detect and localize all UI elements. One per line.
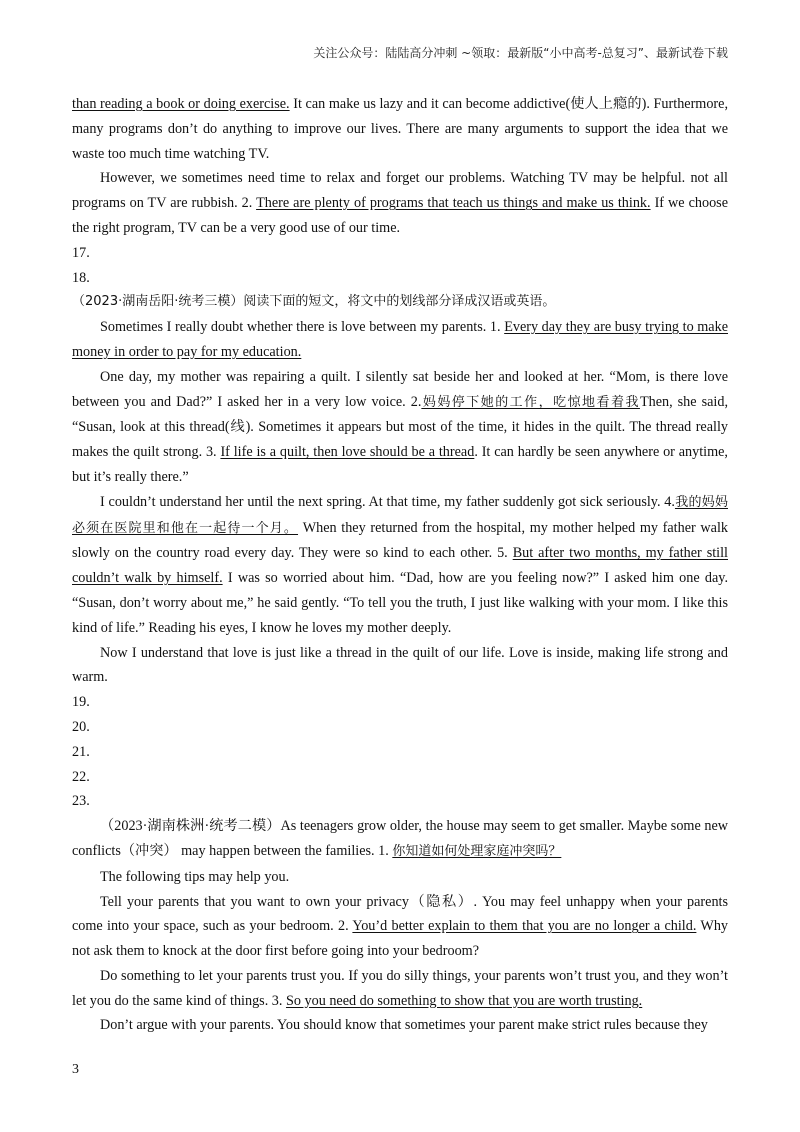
paragraph-text: . It can hardly be seen anywhere or anytime, but it’s really there.”	[72, 444, 728, 485]
passage2-paragraph1	[72, 315, 728, 365]
paragraph-text: One day, my mother was repairing a quilt. I silently sat beside her and looked at her. “Mom, is there love between you and Dad?” I asked her in a very low voice. 2.	[72, 368, 728, 410]
passage3-paragraph1	[72, 814, 728, 865]
paragraph-text: Do something to let your parents trust you. If you do silly things, your parents won’t trust you, and they won’t let you do the same kind of things. 3.	[72, 967, 728, 1009]
paragraph-text: It can make us lazy and it can become addictive(使人上瘾的). Furthermore, many programs don’t do anything to improve our lives. There are many arguments to support the idea that we waste too much time watching TV.	[72, 96, 729, 162]
underlined-sentence: There are plenty of programs that teach us things and make us think.	[256, 195, 651, 212]
passage2-paragraph2	[72, 365, 728, 490]
answer-blank-22: 22.	[72, 768, 90, 785]
passage3-paragraph2: The following tips may help you.	[100, 868, 290, 885]
paragraph-text: （2023·湖南株洲·统考二模）As teenagers grow older, the house may seem to get smaller. Maybe some new conflicts（冲突） may happen between the families. 1.	[72, 818, 728, 859]
passage3-paragraph5: Don’t argue with your parents. You should know that sometimes your parent make strict rules because they	[100, 1017, 708, 1034]
paragraph-text: I was so worried about him. “Dad, how are you feeling now?” I asked him one day. “Susan, don’t worry about me,” he said gently. “To tell you the truth, I just like walking with your mom. I like this kind of life.” Reading his eyes, I know he loves my mother deeply.	[72, 570, 728, 636]
underlined-sentence: If life is a quilt, then love should be a thread	[220, 444, 475, 461]
underlined-sentence: Every day they are busy trying to make money in order to pay for my education.	[72, 319, 728, 360]
underlined-sentence: than reading a book or doing exercise.	[72, 96, 290, 112]
underlined-sentence: So you need do something to show that you are worth trusting.	[285, 992, 643, 1009]
page-number: 3	[72, 1062, 79, 1077]
underlined-sentence: 妈妈停下她的工作，吃惊地看着我	[421, 394, 640, 410]
paragraph-text: However, we sometimes need time to relax and forget our problems. Watching TV may be helpful. not all programs on TV are rubbish. 2.	[72, 170, 728, 212]
paragraph-text: Why not ask them to knock at the door first before going into your bedroom?	[72, 918, 729, 960]
passage2-paragraph3	[72, 490, 728, 641]
paragraph-text: If we choose the right program, TV can be a very good use of our time.	[72, 195, 728, 236]
passage1-paragraph1	[72, 92, 728, 166]
passage1-paragraph2	[72, 166, 728, 240]
underlined-sentence: But after two months, my father still couldn’t walk by himself.	[72, 545, 728, 587]
paragraph-text: Tell your parents that you want to own your privacy（隐私）. You may feel unhappy when your parents come into your space, such as your bedroom. 2.	[72, 893, 728, 935]
document-body	[72, 92, 728, 1038]
question-source: （2023·湖南岳阳·统考三模）阅读下面的短文，将文中的划线部分译成汉语或英语。	[72, 294, 556, 310]
paragraph-text: Then, she said, “Susan, look at this thread(线). Sometimes it appears but most of the time, it hides in the quilt. The thread really makes the quilt strong. 3.	[72, 393, 728, 461]
answer-blank-20: 20.	[72, 718, 90, 735]
answer-blank-23: 23.	[72, 793, 90, 810]
passage3-paragraph3	[72, 890, 728, 964]
paragraph-text: Sometimes I really doubt whether there is love between my parents. 1.	[100, 319, 505, 336]
page-header: 关注公众号：陆陆高分冲刺 ~领取：最新版“小中高考-总复习”、最新试卷下载	[313, 46, 728, 60]
underlined-sentence: 我的妈妈必须在医院里和他在一起待一个月。	[72, 494, 728, 536]
passage2-paragraph4: Now I understand that love is just like a thread in the quilt of our life. Love is inside, making life strong and warm.	[72, 644, 728, 686]
answer-blank-17: 17.	[72, 244, 90, 261]
paragraph-text: I couldn’t understand her until the next spring. At that time, my father suddenly got sick seriously. 4.	[100, 493, 675, 510]
answer-blank-18: 18.	[72, 269, 90, 286]
passage3-paragraph4	[72, 964, 728, 1014]
paragraph-text: When they returned from the hospital, my mother helped my father walk slowly on the country road every day. They were so kind to each other. 5.	[72, 519, 728, 562]
underlined-sentence: 你知道如何处理家庭冲突吗？	[392, 843, 562, 859]
underlined-sentence: You’d better explain to them that you are no longer a child.	[352, 918, 697, 935]
answer-blank-19: 19.	[72, 694, 90, 711]
answer-blank-21: 21.	[72, 743, 90, 760]
